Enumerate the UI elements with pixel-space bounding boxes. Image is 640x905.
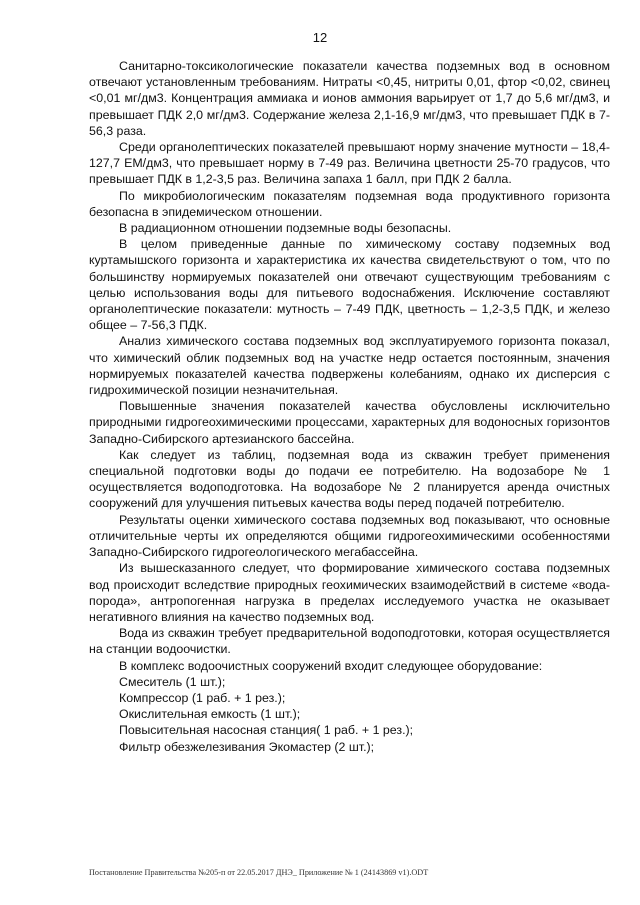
document-body: [89, 58, 610, 755]
paragraph-organoleptic-indicators: Среди органолептических показателей превышают норму значение мутности – 18,4-127,7 ЕМ/дм3, что превышает норму в 7-49 раз. Величина цветности 25-70 градусов, что превышает ПДК в 1,2-3,5 раз. Величина запаха 1 балл, при ПДК 2 балла.: [89, 140, 610, 187]
equipment-intro: В комплекс водоочистных сооружений входит следующее оборудование:: [119, 658, 543, 673]
page-number: 12: [312, 30, 328, 45]
equipment-item: Фильтр обезжелезивания Экомастер (2 шт.);: [119, 739, 375, 754]
equipment-item: Окислительная емкость (1 шт.);: [119, 707, 301, 722]
paragraph-natural-processes: Повышенные значения показателей качества обусловлены исключительно природными гидрогеохимическими процессами, характерных для водоносных горизонтов Западно-Сибирского артезианского бассейна.: [89, 399, 610, 446]
paragraph-sanitary-indicators: Санитарно-токсикологические показатели качества подземных вод в основном отвечают установленным требованиям. Нитраты <0,45, нитриты 0,01, фтор <0,02, свинец <0,01 мг/дм3. Концентрация аммиака и ионов аммония варьирует от 1,7 до 5,6 мг/дм3, и превышает ПДК 2,0 мг/дм3. Содержание железа 2,1-16,9 мг/дм3, что превышает ПДК в 7-56,3 раза.: [89, 59, 610, 138]
document-footer: Постановление Правительства №205-п от 22.05.2017 ДНЭ_ Приложение № 1 (24143869 v1).ODT: [89, 868, 429, 877]
paragraph-pretreatment: Вода из скважин требует предварительной водоподготовки, которая осуществляется на станции водоочистки.: [89, 626, 610, 657]
paragraph-assessment-results: Результаты оценки химического состава подземных вод показывают, что основные отличительные черты их определяются общими гидрогеохимическими особенностями Западно-Сибирского гидрогеологического мегабассейна.: [89, 512, 610, 560]
paragraph-water-treatment-need: Как следует из таблиц, подземная вода из скважин требует применения специальной подготовки воды до подачи ее потребителю. На водозаборе № 1 осуществляется водоподготовка. На водозаборе № 2 планируется аренда очистных сооружений для улучшения питьевых качества воды перед подачей потребителю.: [89, 447, 610, 511]
paragraph-conclusion: Из вышесказанного следует, что формирование химического состава подземных вод происходит вследствие природных геохимических взаимодействий в системе «вода-порода», антропогенная нагрузка в пределах исследуемого участка не оказывает негативного влияния на качество подземных вод.: [89, 561, 610, 624]
paragraph-microbiology: По микробиологическим показателям подземная вода продуктивного горизонта безопасна в эпидемическом отношении.: [89, 188, 610, 219]
paragraph-overall-quality: В целом приведенные данные по химическому составу подземных вод куртамышского горизонта и характеристика их качества свидетельствуют о том, что по большинству нормируемых показателей они отвечают существующим требованиям с целью использования воды для питьевого водоснабжения. Исключение составляют органолептические показатели: мутность – 7-49 ПДК, цветность – 1,2-3,5 ПДК, и железо общее – 7-56,3 ПДК.: [89, 237, 610, 333]
equipment-item: Компрессор (1 раб. + 1 рез.);: [119, 690, 286, 705]
paragraph-chemical-analysis: Анализ химического состава подземных вод эксплуатируемого горизонта показал, что химический облик подземных вод на участке недр остается постоянным, значения нормируемых показателей качества подвержены колебаниям, однако их дисперсия с гидрохимической позиции незначительная.: [89, 334, 610, 398]
equipment-item: Смеситель (1 шт.);: [119, 674, 226, 689]
paragraph-radiation: В радиационном отношении подземные воды безопасны.: [119, 221, 452, 236]
equipment-item: Повысительная насосная станция( 1 раб. + 1 рез.);: [119, 723, 414, 738]
